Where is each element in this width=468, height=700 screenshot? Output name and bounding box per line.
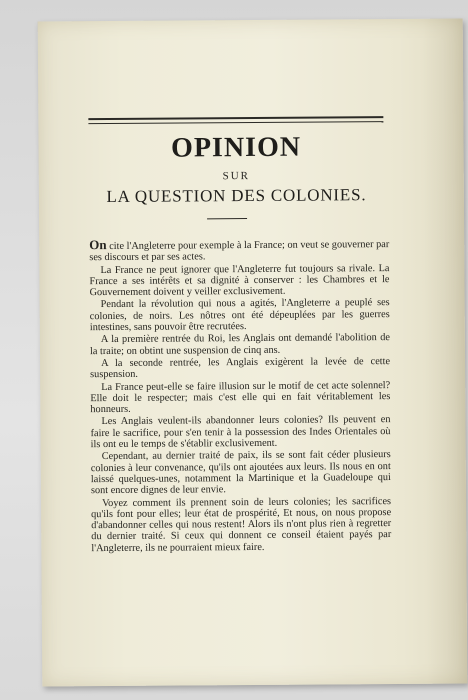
paragraph-9: Voyez comment ils prennent soin de leurs colonies; les sacrifices qu'ils font pour elles; leur état de prospérité, Et nous, on nous propose d'abandonner celles qui nous restent! Alors ils n'ont plus rien à regretter du dernier traité. Si ceux qui donnent ce conseil étaient payés par l'Angleterre, ils ne pourraient mieux faire. bbox=[91, 495, 392, 554]
document-subtitle: LA QUESTION DES COLONIES. bbox=[106, 185, 367, 207]
paragraph-5: A la seconde rentrée, les Anglais exigèrent la levée de cette suspension. bbox=[90, 356, 391, 381]
page-edge-shadow bbox=[423, 19, 468, 684]
paragraph-8: Cependant, au dernier traité de paix, ils se sont fait céder plusieurs colonies à leur convenance, qu'ils ont ajoutées aux leurs. Ils nous en ont laissé quelques-unes, notamment la Martinique et la Guadeloupe qui sont encore dignes de leur envie. bbox=[90, 449, 391, 497]
header-double-rule bbox=[88, 116, 383, 122]
title-divider bbox=[207, 218, 247, 219]
drop-cap: On bbox=[89, 237, 107, 253]
document-body bbox=[89, 237, 391, 555]
paragraph-6: La France peut-elle se faire illusion sur le motif de cet acte solennel? Elle doit le respecter; mais c'est elle qui en fait véritablement les honneurs. bbox=[90, 379, 391, 416]
paragraph-7: Les Anglais veulent-ils abandonner leurs colonies? Ils peuvent en faire le sacrifice, pour s'en tenir à la possession des Indes Orientales où ils ont eu le temps de s'établir exclusivement. bbox=[90, 414, 391, 451]
document-title: OPINION bbox=[171, 131, 302, 164]
paragraph-1 bbox=[89, 237, 389, 264]
document-page bbox=[38, 19, 468, 687]
title-preposition: SUR bbox=[222, 170, 251, 183]
paragraph-3: Pendant la révolution qui nous a agités, l'Angleterre a peuplé ses colonies, de noirs. Les nôtres ont été dépeuplées par les guerres intestines, sans pouvoir être recrutées. bbox=[89, 297, 390, 334]
paragraph-2: La France ne peut ignorer que l'Angleterre fut toujours sa rivale. La France a ses intérêts et sa dignité à conserver : les Chambres et le Gouvernement doivent y veiller exclusivement. bbox=[89, 262, 390, 299]
paragraph-4: A la première rentrée du Roi, les Anglais ont demandé l'abolition de la traite; on obtint une suspension de cinq ans. bbox=[89, 332, 390, 357]
paragraph-text: cite l'Angleterre pour exemple à la France; on veut se gouverner par ses discours et par ses actes. bbox=[89, 239, 390, 264]
